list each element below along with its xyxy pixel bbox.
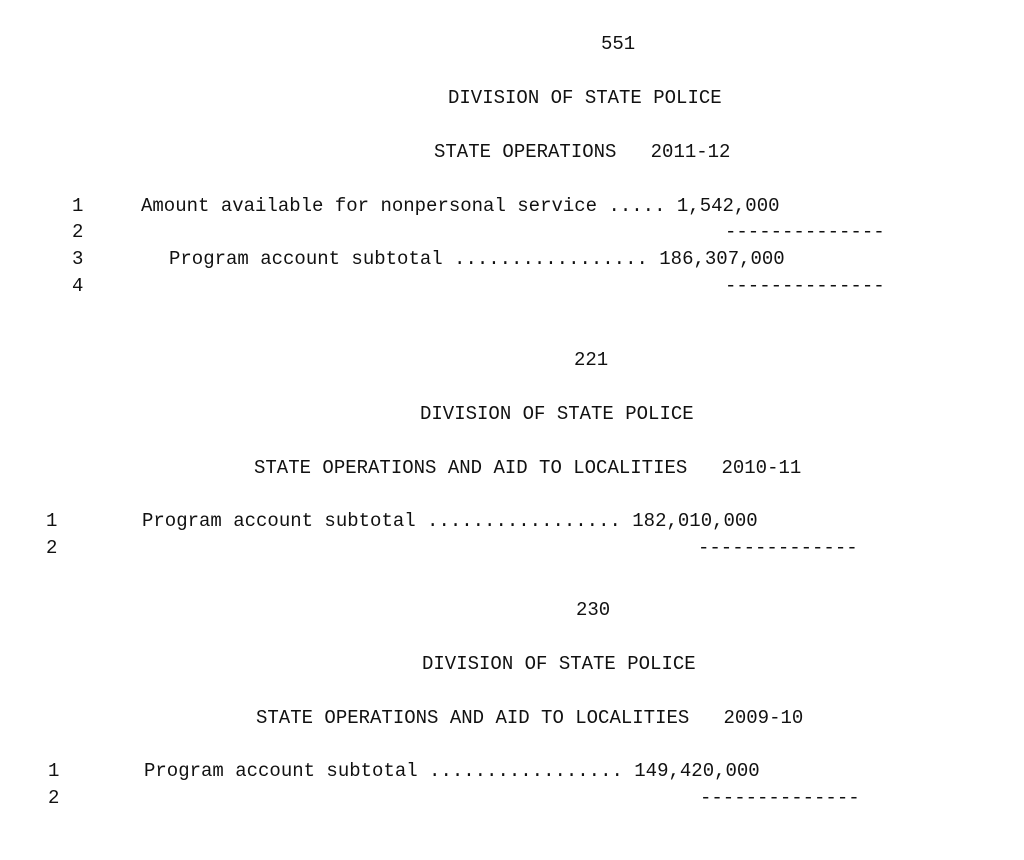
section-subtitle: STATE OPERATIONS AND AID TO LOCALITIES 2009-10 xyxy=(256,707,804,729)
section-title: DIVISION OF STATE POLICE xyxy=(420,403,694,425)
line-number: 2 xyxy=(46,537,58,559)
page-number: 551 xyxy=(601,33,636,55)
line-number: 1 xyxy=(48,760,60,782)
line-number: 2 xyxy=(48,787,60,809)
section-title: DIVISION OF STATE POLICE xyxy=(422,653,696,675)
line-number: 1 xyxy=(46,510,58,532)
section-subtitle: STATE OPERATIONS 2011-12 xyxy=(434,141,731,163)
section-subtitle: STATE OPERATIONS AND AID TO LOCALITIES 2010-11 xyxy=(254,457,802,479)
section-title: DIVISION OF STATE POLICE xyxy=(448,87,722,109)
line-rule: -------------- xyxy=(698,537,858,559)
line-rule: -------------- xyxy=(700,787,860,809)
line-number: 2 xyxy=(72,221,84,243)
page-number: 221 xyxy=(574,349,609,371)
line-rule: -------------- xyxy=(725,275,885,297)
line-number: 3 xyxy=(72,248,84,270)
line-number: 4 xyxy=(72,275,84,297)
line-text: Program account subtotal ................. 182,010,000 xyxy=(142,510,758,532)
line-number: 1 xyxy=(72,195,84,217)
page-number: 230 xyxy=(576,599,611,621)
line-rule: -------------- xyxy=(725,221,885,243)
line-text: Amount available for nonpersonal service ..... 1,542,000 xyxy=(141,195,780,217)
line-text: Program account subtotal ................. 186,307,000 xyxy=(169,248,785,270)
line-text: Program account subtotal ................. 149,420,000 xyxy=(144,760,760,782)
